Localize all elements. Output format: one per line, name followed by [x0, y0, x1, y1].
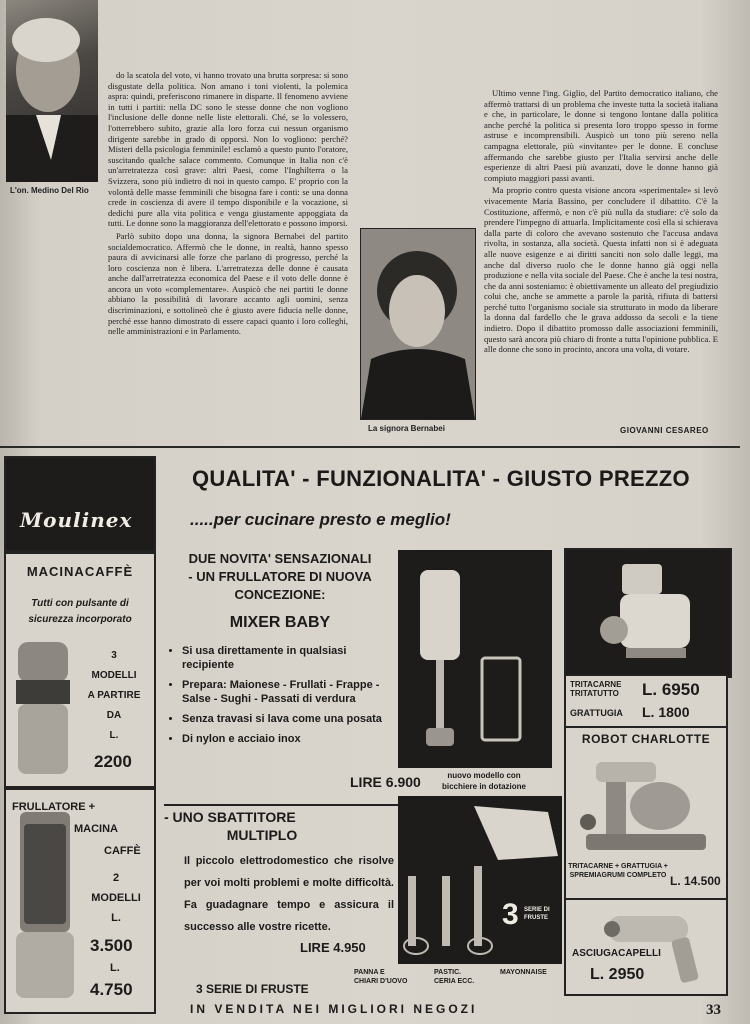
- meat-grinder-image: [566, 550, 730, 676]
- frullatore-price-2: 4.750: [90, 980, 133, 999]
- from-label: A PARTIRE: [87, 690, 141, 701]
- article-paragraph: Ma proprio contro questa visione ancora «sperimentale» si levò vivacemente Maria Bassino, per concludere il dibattito. C'è la Costituzione, affermò, e non c'è più nulla da studiare: c'è solo da prendere l'impegno di attuarla. Implicitamente così ella si schierava dalla parte di coloro che avevano sostenuto che l'accusa andava rivolta, in sostanza, alla società. Questa infatti non si è adeguata alle nuove esigenze e ai diritti sanciti non solo dalle leggi, ma anche dal diverso ruolo che le donne hanno già oggi nella produzione e nella vita sociale del Paese. Che è anche la tesi nostra, che da anni sosteniamo: è obiettivamente un alleato del pregiudizio colui che, anche se ammette a parole la parità, rifiuta di battersi perché tutto l'organismo sociale sia strutturato in modo da liberare la donna dal fardello che le grava addosso da secoli e la tiene indietro. Dopo il dibattito promosso dalle associazioni femminili, questo sarà ancora più chiaro di fronte a tutta l'opinione pubblica. E alle donne che sono in procinto, ancora una volta, di votare.: [484, 185, 718, 355]
- sbattitore-photo: [398, 796, 562, 964]
- robot-box: [564, 726, 728, 900]
- fruste-label: PASTIC. CERIA ECC.: [434, 969, 475, 985]
- robot-charlotte-image: [576, 752, 716, 856]
- sbattitore-heading-line: - UNO SBATTITORE: [164, 809, 296, 825]
- ad-headline: QUALITA' - FUNZIONALITA' - GIUSTO PREZZO: [192, 466, 690, 491]
- fruste-small-label: SERIE DI FRUSTE: [524, 907, 550, 921]
- sbattitore-divider: [164, 804, 400, 807]
- ad-subheadline: .....per cucinare presto e meglio!: [190, 510, 451, 529]
- frullatore-box: [4, 788, 156, 1014]
- macinacaffe-box: [4, 552, 156, 788]
- sbattitore-heading-line: MULTIPLO: [226, 827, 298, 843]
- fruste-big-number: 3: [502, 898, 519, 931]
- asciugacapelli-price: L. 2950: [590, 966, 645, 983]
- sbattitore-heading: [164, 808, 360, 844]
- models-label: MODELLI: [91, 892, 141, 904]
- photo-medino-del-rio: [6, 0, 98, 182]
- frullatore-price-1: 3.500: [90, 936, 133, 955]
- mixer-feature: • Di nylon e acciaio inox: [182, 732, 396, 746]
- mixer-price: LIRE 6.900: [350, 774, 421, 790]
- lire-label: L.: [109, 730, 119, 741]
- mixer-section: [164, 550, 396, 800]
- article-column-2: [484, 88, 718, 357]
- tritacarne-price: L. 6950: [642, 680, 700, 699]
- frullatore-title-line: FRULLATORE +: [12, 801, 96, 813]
- lire-label: L.: [111, 912, 121, 924]
- fruste-label: PANNA E CHIARI D'UOVO: [354, 969, 408, 985]
- mixer-name: MIXER BABY: [229, 614, 331, 631]
- frullatore-title: [12, 796, 148, 862]
- brand-logo: Moulinex: [20, 508, 133, 532]
- article-column-1: [108, 70, 348, 339]
- article-paragraph: Ultimo venne l'ing. Giglio, del Partito democratico italiano, che affermò trattarsi di un problema che investe tutta la società italiana e che, in particolare, le donne si tengono lontane dalla politica anche perché la politica si presenta loro troppo spesso in forme astruse e incomprensibili. Auspicò un tono più sereno nella campagna elettorale, più «invitante» per le donne. E concluse affermando che sarebbe giusto per l'Italia servirsi anche delle esperienze di altri Paesi più avanzati, dove le donne hanno già compiuto maggiori passi avanti.: [484, 88, 718, 183]
- mixer-features-list: [164, 644, 396, 746]
- photo-signora-bernabei: [360, 228, 476, 420]
- sbattitore-price: LIRE 4.950: [300, 940, 366, 955]
- tritacarne-label: TRITACARNE TRITATUTTO: [570, 680, 622, 698]
- macinacaffe-title: MACINACAFFÈ: [26, 564, 134, 579]
- mixer-feature: • Senza travasi si lava come una posata: [182, 712, 396, 726]
- frullatore-lire-2: L.: [110, 962, 120, 974]
- caption-line: nuovo modello con: [447, 771, 521, 780]
- mixer-photo-caption: [424, 770, 544, 792]
- mixer-heading-line: CONCEZIONE:: [234, 587, 326, 602]
- mixer-heading: [164, 550, 396, 604]
- robot-desc: TRITACARNE + GRATTUGIA + SPREMIAGRUMI COMPLETO: [568, 863, 668, 879]
- ad-footer: IN VENDITA NEI MIGLIORI NEGOZI: [190, 1002, 478, 1016]
- hand-mixer-image: [398, 796, 562, 964]
- models-count: 2: [112, 872, 120, 884]
- robot-price: L. 14.500: [670, 874, 721, 888]
- asciugacapelli-box: [564, 898, 728, 996]
- grattugia-label: GRATTUGIA: [570, 708, 623, 718]
- mixer-heading-line: DUE NOVITA' SENSAZIONALI: [188, 551, 372, 566]
- grattugia-price: L. 1800: [642, 704, 690, 720]
- portrait-man-image: [6, 0, 98, 182]
- photo1-caption: L'on. Medino Del Rio: [10, 186, 89, 195]
- article-paragraph: do la scatola del voto, vi hanno trovato una brutta sorpresa: si sono disgustate della politica. Non amano i toni violenti, la polemica aspra: quindi, preferiscono rimanere in disparte. Il fenomeno avviene in tutti i partiti: nella DC sono le stesse donne che non vogliono l'inclusione delle donne nelle liste elettorali. Ché, se lo volessero, l'otterrebbero subito, grazie alla loro forza cui nessun organismo dirigente sarebbe in grado di opporsi. Non lo vogliono: perché? Misteri della psicologia femminile! esclamò a questo punto l'oratore, suscitando qualche salace commento. Comunque in Italia non c'è un'arretratezza così grave: altri Paesi, come l'Inghilterra o la Svizzera, sono più indietro di noi in questo campo. E' proprio con la volontà delle masse femminili che bisogna fare i conti: se una donna crede in coscienza di avere il tempo disponibile e la vocazione, si dedichi pure alla vita politica e venga giustamente appoggiata da tutti. Le donne sono la maggioranza dell'elettorato e possono imporsi.: [108, 70, 348, 229]
- portrait-woman-image: [361, 229, 475, 419]
- tritacarne-box: [564, 674, 728, 728]
- macinacaffe-models: [78, 646, 150, 746]
- article-author: GIOVANNI CESAREO: [620, 426, 709, 435]
- models-label: MODELLI: [91, 670, 137, 681]
- coffee-grinder-image: [12, 632, 74, 780]
- page-number: 33: [706, 1002, 721, 1018]
- mixer-feature: • Prepara: Maionese - Frullati - Frappe - Salse - Sughi - Passati di verdura: [182, 678, 396, 706]
- models-count: 3: [111, 650, 117, 661]
- photo2-caption: La signora Bernabei: [368, 424, 445, 433]
- macinacaffe-desc: Tutti con pulsante di sicurezza incorporato: [28, 598, 132, 625]
- frullatore-title-line: MACINA: [74, 823, 118, 835]
- macinacaffe-price: 2200: [94, 752, 132, 771]
- article-paragraph: Parlò subito dopo una donna, la signora Bernabei del partito socialdemocratico. Affermò che le donne, in realtà, hanno spesso paura di avvicinarsi alle forze che parlano di progresso, perché la loro coscienza non è libera. L'arretratezza delle donne è causata anche dall'arretratezza economica del Paese e il voto delle donne è ancora un voto «complementare». Auspicò che nei partiti le donne abbiano la possibilità di lavorare accanto agli uomini, senza discriminazioni, e sottolineò che è giusto avere fiducia nelle donne, perché esse hanno dimostrato di essere capaci quanto i loro colleghi, nelle amministrazioni e in Parlamento.: [108, 230, 348, 337]
- asciugacapelli-title: ASCIUGACAPELLI: [572, 948, 661, 959]
- mixer-baby-image: [398, 550, 552, 768]
- frullatore-title-line: CAFFÈ: [104, 845, 141, 857]
- mixer-photo: [398, 550, 552, 768]
- da-label: DA: [106, 710, 122, 721]
- sbattitore-text: Il piccolo elettrodomestico che risolve per voi molti problemi e molte difficoltà. Fa guadagnare tempo e assicura il successo alle vostre ricette.: [184, 855, 394, 933]
- frullatore-models: [82, 868, 150, 928]
- robot-title: ROBOT CHARLOTTE: [581, 732, 711, 746]
- fruste-label: MAYONNAISE: [500, 969, 547, 976]
- caption-line: bicchiere in dotazione: [441, 782, 526, 791]
- moulinex-logo-panel: [4, 456, 156, 552]
- mixer-feature: • Si usa direttamente in qualsiasi recipiente: [182, 644, 396, 672]
- tritacarne-photo: [564, 548, 732, 678]
- fruste-title: 3 SERIE DI FRUSTE: [196, 982, 309, 996]
- mixer-heading-line: - UN FRULLATORE DI NUOVA: [188, 569, 372, 584]
- section-divider: [0, 446, 740, 448]
